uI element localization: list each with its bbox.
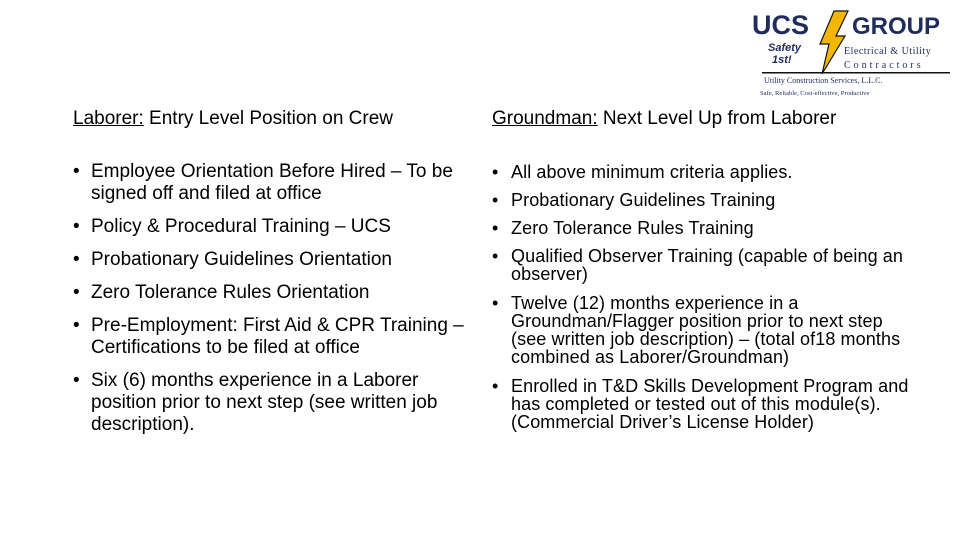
bullet: • bbox=[73, 216, 80, 237]
bullet: • bbox=[492, 376, 499, 396]
groundman-heading bbox=[492, 108, 912, 130]
bullet: • bbox=[492, 246, 499, 266]
list-item: • All above minimum criteria applies. bbox=[492, 162, 793, 182]
list-item: • Twelve (12) months experience in a Groundman/Flagger position prior to next step (see written job description) – (total of18 months combined as Laborer/Groundman) bbox=[492, 293, 901, 367]
logo-first: 1st! bbox=[772, 54, 792, 66]
logo-motto: Safe, Reliable, Cost-effective, Productive bbox=[760, 90, 870, 97]
list-item: • Qualified Observer Training (capable of being an observer) bbox=[492, 246, 904, 284]
logo-tagline-1: Electrical & Utility bbox=[844, 46, 932, 57]
logo-tagline-2: Contractors bbox=[844, 60, 924, 71]
logo-ucs: UCS bbox=[752, 10, 810, 40]
laborer-heading-rest: Entry Level Position on Crew bbox=[143, 108, 394, 129]
bullet: • bbox=[73, 370, 80, 391]
laborer-requirements-list bbox=[73, 161, 473, 436]
groundman-column bbox=[492, 108, 912, 431]
bullet: • bbox=[492, 293, 499, 313]
list-item: • Zero Tolerance Rules Training bbox=[492, 218, 754, 238]
list-item: • Probationary Guidelines Orientation bbox=[73, 249, 393, 270]
bullet: • bbox=[73, 161, 80, 182]
list-item: • Zero Tolerance Rules Orientation bbox=[73, 282, 370, 303]
bullet: • bbox=[73, 315, 80, 336]
bullet: • bbox=[492, 162, 499, 182]
list-item: • Employee Orientation Before Hired – To be signed off and filed at office bbox=[73, 161, 453, 204]
bullet: • bbox=[492, 218, 499, 238]
laborer-heading-key: Laborer: bbox=[73, 108, 144, 129]
groundman-heading-key: Groundman: bbox=[492, 108, 598, 129]
bullet: • bbox=[492, 190, 499, 210]
laborer-column bbox=[73, 108, 473, 447]
logo-rule bbox=[762, 72, 950, 74]
list-item: • Policy & Procedural Training – UCS bbox=[73, 216, 391, 237]
ucs-group-logo bbox=[752, 10, 952, 100]
laborer-heading bbox=[73, 108, 473, 130]
logo-company: Utility Construction Services, L.L.C. bbox=[764, 76, 883, 85]
logo-group: GROUP bbox=[852, 13, 941, 40]
bullet: • bbox=[73, 282, 80, 303]
groundman-heading-rest: Next Level Up from Laborer bbox=[597, 108, 837, 129]
list-item: • Enrolled in T&D Skills Development Program and has completed or tested out of this module(s). (Commercial Driver’s License Holder) bbox=[492, 376, 909, 432]
groundman-requirements-list bbox=[492, 163, 912, 431]
list-item: • Pre-Employment: First Aid & CPR Training – Certifications to be filed at office bbox=[73, 315, 464, 358]
list-item: • Six (6) months experience in a Laborer position prior to next step (see written job description). bbox=[73, 370, 438, 435]
list-item: • Probationary Guidelines Training bbox=[492, 190, 776, 210]
bullet: • bbox=[73, 249, 80, 270]
logo-safety: Safety bbox=[768, 42, 802, 54]
